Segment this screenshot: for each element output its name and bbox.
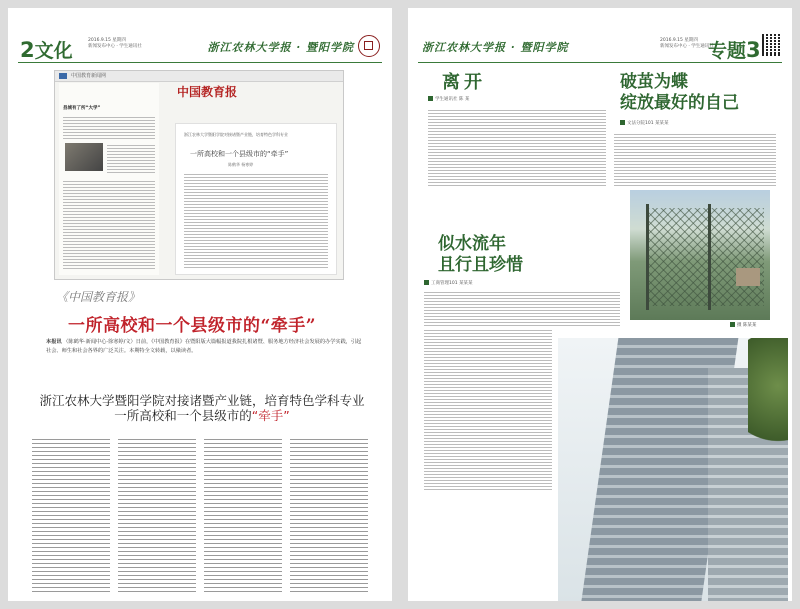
left-header-date <box>88 38 158 50</box>
right-page-header <box>418 32 782 63</box>
clipping-article-title: 一所高校和一个县级市的“牵手” <box>190 150 289 158</box>
title-line: 绽放最好的自己 <box>620 93 739 113</box>
article-title-butterfly <box>620 72 739 114</box>
left-newspaper-page <box>8 8 392 601</box>
clipping-text-block <box>107 143 155 173</box>
article-body-leave <box>428 108 606 186</box>
article-body-butterfly <box>614 132 776 186</box>
tree <box>748 338 788 458</box>
left-date-line: 2016.9.15 星期四 <box>88 38 126 43</box>
clipping-photo <box>65 143 103 171</box>
title-line: 似水流年 <box>438 234 506 254</box>
subheadline-quoted: “牵手” <box>251 408 290 423</box>
intro-text: （陈鹤华·新闻中心·徐寒婷/文）日前，《中国教育报》在暨阳版大篇幅报道我院扎根诸暨、服务地方经济社会发展的办学实践，引起社会、师生和社会各界的广泛关注。本期特全文转载，以飨读者。 <box>46 339 362 354</box>
right-brand-title: 浙江农林大学报 · 暨阳学院 <box>422 41 569 54</box>
article-byline-leave: 学生通讯社 陈 某 <box>428 96 469 102</box>
clipping-site-bar: 中国教育新闻网 <box>55 71 343 82</box>
subheadline-text: 一所高校和一个县级市的 <box>114 408 252 423</box>
article-subheadline <box>38 393 366 423</box>
left-page-number: 2 <box>20 38 35 62</box>
subheadline-line-2 <box>38 408 366 423</box>
clipping-paper-headline: 县城有了所“大学” <box>63 106 101 111</box>
left-brand-title: 浙江农林大学报 · 暨阳学院 <box>207 41 354 54</box>
body-column <box>290 436 368 592</box>
fence-post <box>646 204 649 310</box>
quote-source: 《中国教育报》 <box>56 290 141 304</box>
campus-building-photo <box>558 338 788 601</box>
right-page-number: 3 <box>746 38 761 62</box>
article-title-years <box>438 234 523 276</box>
article-body-years <box>424 292 620 326</box>
body-column <box>204 436 282 592</box>
photo-caption: 摄 陈某某 <box>730 322 756 328</box>
body-column <box>118 436 196 592</box>
article-body-columns <box>32 436 368 594</box>
main-headline: 一所高校和一个县级市的“牵手” <box>68 316 317 336</box>
right-date-line: 2016.9.15 星期四 <box>660 38 698 43</box>
article-title-leave: 离开 <box>442 72 486 93</box>
clipping-paper-page <box>59 83 159 275</box>
article-byline-years: 工商管理101 某某某 <box>424 280 473 286</box>
campus-fence-photo <box>630 190 770 320</box>
right-page-number-block <box>708 36 761 63</box>
right-newspaper-page <box>408 8 792 601</box>
fence-mesh <box>648 208 764 306</box>
clipping-article-kicker: 浙江农林大学暨阳学院对接诸暨产业链，培育特色学科专业 <box>184 132 288 137</box>
clipping-article-body <box>184 172 328 268</box>
article-byline-butterfly: 文法分院101 某某某 <box>620 120 669 126</box>
intro-label: 本报讯 <box>46 339 62 345</box>
newspaper-clipping-screenshot <box>54 70 344 280</box>
seal-icon <box>358 35 380 57</box>
clipping-text-block <box>63 179 155 269</box>
title-line: 破茧为蝶 <box>620 72 688 92</box>
fence-post <box>708 204 711 310</box>
clipping-text-block <box>63 115 155 139</box>
left-page-number-block <box>20 36 73 63</box>
left-page-header <box>18 32 382 63</box>
clipping-masthead: 中国教育报 <box>177 85 238 99</box>
left-page-section: 文化 <box>34 40 73 62</box>
stone-marker <box>736 268 760 286</box>
right-page-section: 专题 <box>708 40 747 62</box>
subheadline-line-1: 浙江农林大学暨阳学院对接诸暨产业链，培育特色学科专业 <box>39 393 365 408</box>
body-column <box>32 436 110 592</box>
left-dept-line: 新闻发布中心 · 学生通讯社 <box>88 44 142 49</box>
clipping-article-byline: 陈鹤华 杨寒婷 <box>228 162 254 167</box>
article-body-years-cont <box>424 330 552 490</box>
clipping-article <box>175 123 337 275</box>
qr-code-icon <box>762 34 782 56</box>
title-line: 且行且珍惜 <box>438 255 523 275</box>
intro-paragraph <box>46 338 362 356</box>
right-dept-line: 新闻发布中心 · 学生通讯社 <box>660 44 714 49</box>
